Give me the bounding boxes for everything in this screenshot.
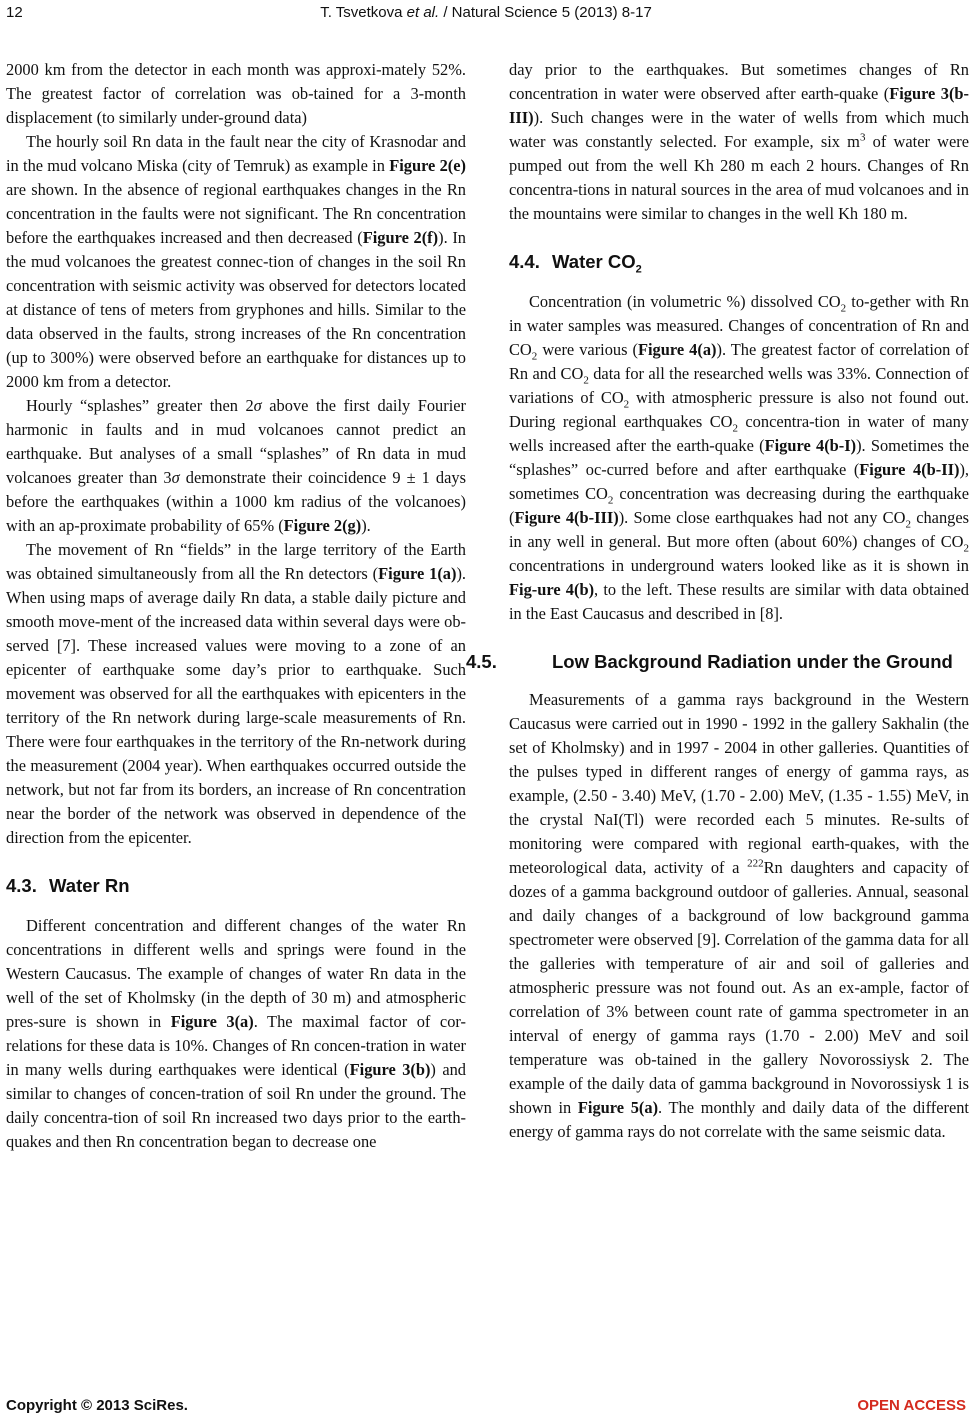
paragraph: The movement of Rn “fields” in the large territory of the Earth was obtained simultaneously from all the Rn detectors (Figure 1(a)). When using maps of average daily Rn data, a stable daily picture and smooth move-ment of the increased data within several days were ob-served [7]. These increased values were moving to a zone of an epicenter of earthquake some day’s prior to earthquake. Such movement was observed for all the earthquakes with epicenters in the territory of the Rn network during large-scale measurements of Rn. There were four earthquakes in the territory of the Rn-network during the measurement (2004 year). When earthquakes occurred outside the network, but not far from its borders, an increase of Rn concentration near the border of the network was observed in dependence of the direction from the epicenter. [6,540,466,847]
figure-ref[interactable]: Figure 3(a) [170,1012,254,1031]
paragraph: The hourly soil Rn data in the fault near the city of Krasnodar and in the mud volcano Miska (city of Temruk) as example in Figure 2(e) are shown. In the absence of regional earthquakes changes in the Rn concentration in the faults were not significant. The Rn concentration before the earthquakes increased and then decreased (Figure 2(f)). In the mud volcanoes the greatest connec-tion of changes in the soil Rn concentration with seismic activity was observed for detectors located at distance of tens of meters from gryphones and hills. Similar to the data observed in the faults, strong increases of the Rn concentration (up to 300%) were observed before an earthquake for distances up to 2000 km from a detector. [6,132,466,391]
open-access-badge: OPEN ACCESS [857,1397,966,1414]
paragraph: Measurements of a gamma rays background in the Western Caucasus were carried out in 1990 - 1992 in the gallery Sakhalin (the set of Kholmsky) and in 1997 - 2004 in other galleries. Quantities of the pulses typed in different ranges of energy of gamma rays, as example, (2.50 - 3.40) MeV, (1.70 - 2.00) MeV, (1.35 - 1.55) MeV, in the crystal NaI(Tl) were recorded each 5 minutes. Re-sults of monitoring were compared with regional earth-quakes, with the meteorological data, activity of a $^{222}$Rn daughters and capacity of dozes of a gamma background outdoor of galleries. Annual, seasonal and daily changes of a background of low background gamma spectrometer were observed [9]. Correlation of the gamma data for all the galleries with temperature of air and soil of galleries and atmospheric pressure was not found out. As an ex-ample, factor of correlation of 3% between count rate of gamma spectrometer in an interval of energy of gamma rays (1.70 - 2.00) MeV and soil temperature was ob-tained in the gallery Novorossiysk 2. The example of the daily data of gamma background in Novorossiysk 1 is shown in Figure 5(a). The monthly and daily data of the different energy of gamma rays do not correlate with the same seismic data. [509,690,969,1141]
figure-ref[interactable]: Figure 5(a) [577,1098,659,1117]
section-heading: 4.4. Water $CO_2$ [509,251,642,276]
figure-ref[interactable]: Figure 1(a) [378,564,457,583]
figure-ref[interactable]: Figure 4(b-I) [764,436,857,455]
figure-ref[interactable]: Figure 2(f) [362,228,439,247]
paragraph: Concentration (in volumetric %) dissolved $CO_2$ to-gether with Rn in water samples was measured. Changes of concentration of Rn and $CO_2$ were various (Figure 4(a)). The greatest factor of correlation of Rn and $CO_2$ data for all the researched wells was 33%. Connection of variations of $CO_2$ with atmospheric pressure is also not found out. During regional earthquakes $CO_2$ concentra-tion in water of many wells increased after the earth-quake (Figure 4(b-I)). Sometimes the “splashes” oc-curred before and after earthquake (Figure 4(b-II)), sometimes $CO_2$ concentration was decreasing during the earthquake (Figure 4(b-III)). Some close earthquakes had not any $CO_2$ changes in any well in general. But more often (about 60%) changes of $CO_2$ concentrations in underground waters looked like as it is shown in Fig-ure 4(b), to the left. These results are similar with data obtained in the East Caucasus and described in [8]. [509,292,970,623]
paragraph: Hourly “splashes” greater then 2σ above the first daily Fourier harmonic in faults and in mud volcanoes cannot predict an earthquake. But analyses of a small “splashes” of Rn data in mud volcanoes greater than 3σ demonstrate their coincidence 9 ± 1 days before the earthquakes (within a 1000 km radius of the volcanoes) with an ap-proximate probability of 65% (Figure 2(g)). [6,396,466,535]
figure-ref[interactable]: Figure 3(b-III) [509,84,969,127]
paragraph: Different concentration and different changes of the water Rn concentrations in different wells and springs were found in the Western Caucasus. The example of changes of water Rn data in the well of the set of Kholmsky (in the depth of 30 m) and atmospheric pres-sure is shown in Figure 3(a). The maximal factor of cor-relations for these data is 10%. Changes of Rn concen-tration in water in many wells during earthquakes were identical (Figure 3(b)) and similar to changes of concen-tration of soil Rn under the ground. The daily concentra-tion of soil Rn increased two days prior to the earth-quakes and then Rn concentration began to decrease one [6,916,466,1151]
paragraph: 2000 km from the detector in each month was approxi-mately 52%. The greatest factor of correlation was ob-tained for a 3-month displacement (to similarly under-ground data) [6,60,466,127]
figure-ref[interactable]: Figure 2(e) [389,156,466,175]
figure-ref[interactable]: Figure 3(b) [349,1060,431,1079]
section-heading: 4.3. Water Rn [6,875,130,896]
figure-ref[interactable]: Figure 4(b-II) [859,460,960,479]
figure-ref[interactable]: Fig-ure 4(b) [509,580,595,599]
page-number: 12 [6,4,23,21]
paragraph: day prior to the earthquakes. But sometimes changes of Rn concentration in water were observed after earth-quake (Figure 3(b-III)). Such changes were in the water of wells from which much water was constantly selected. For example, six $m^3$ of water were pumped out from the well Kh 280 m each 2 hours. Changes of Rn concentra-tions in natural sources in the area of mud volcanoes and in the mountains were similar to changes in the well Kh 180 m. [509,60,969,223]
left-column [6,58,466,1154]
section-heading: 4.5. Low Background Radiation under the Ground [466,651,953,672]
figure-ref[interactable]: Figure 2(g) [283,516,362,535]
figure-ref[interactable]: Figure 4(b-III) [514,508,619,527]
figure-ref[interactable]: Figure 4(a) [637,340,717,359]
right-column [466,58,970,1144]
page-header [0,4,972,26]
running-head: T. Tsvetkova et al. / Natural Science 5 (2013) 8-17 [320,4,652,21]
copyright: Copyright © 2013 SciRes. [6,1397,188,1414]
